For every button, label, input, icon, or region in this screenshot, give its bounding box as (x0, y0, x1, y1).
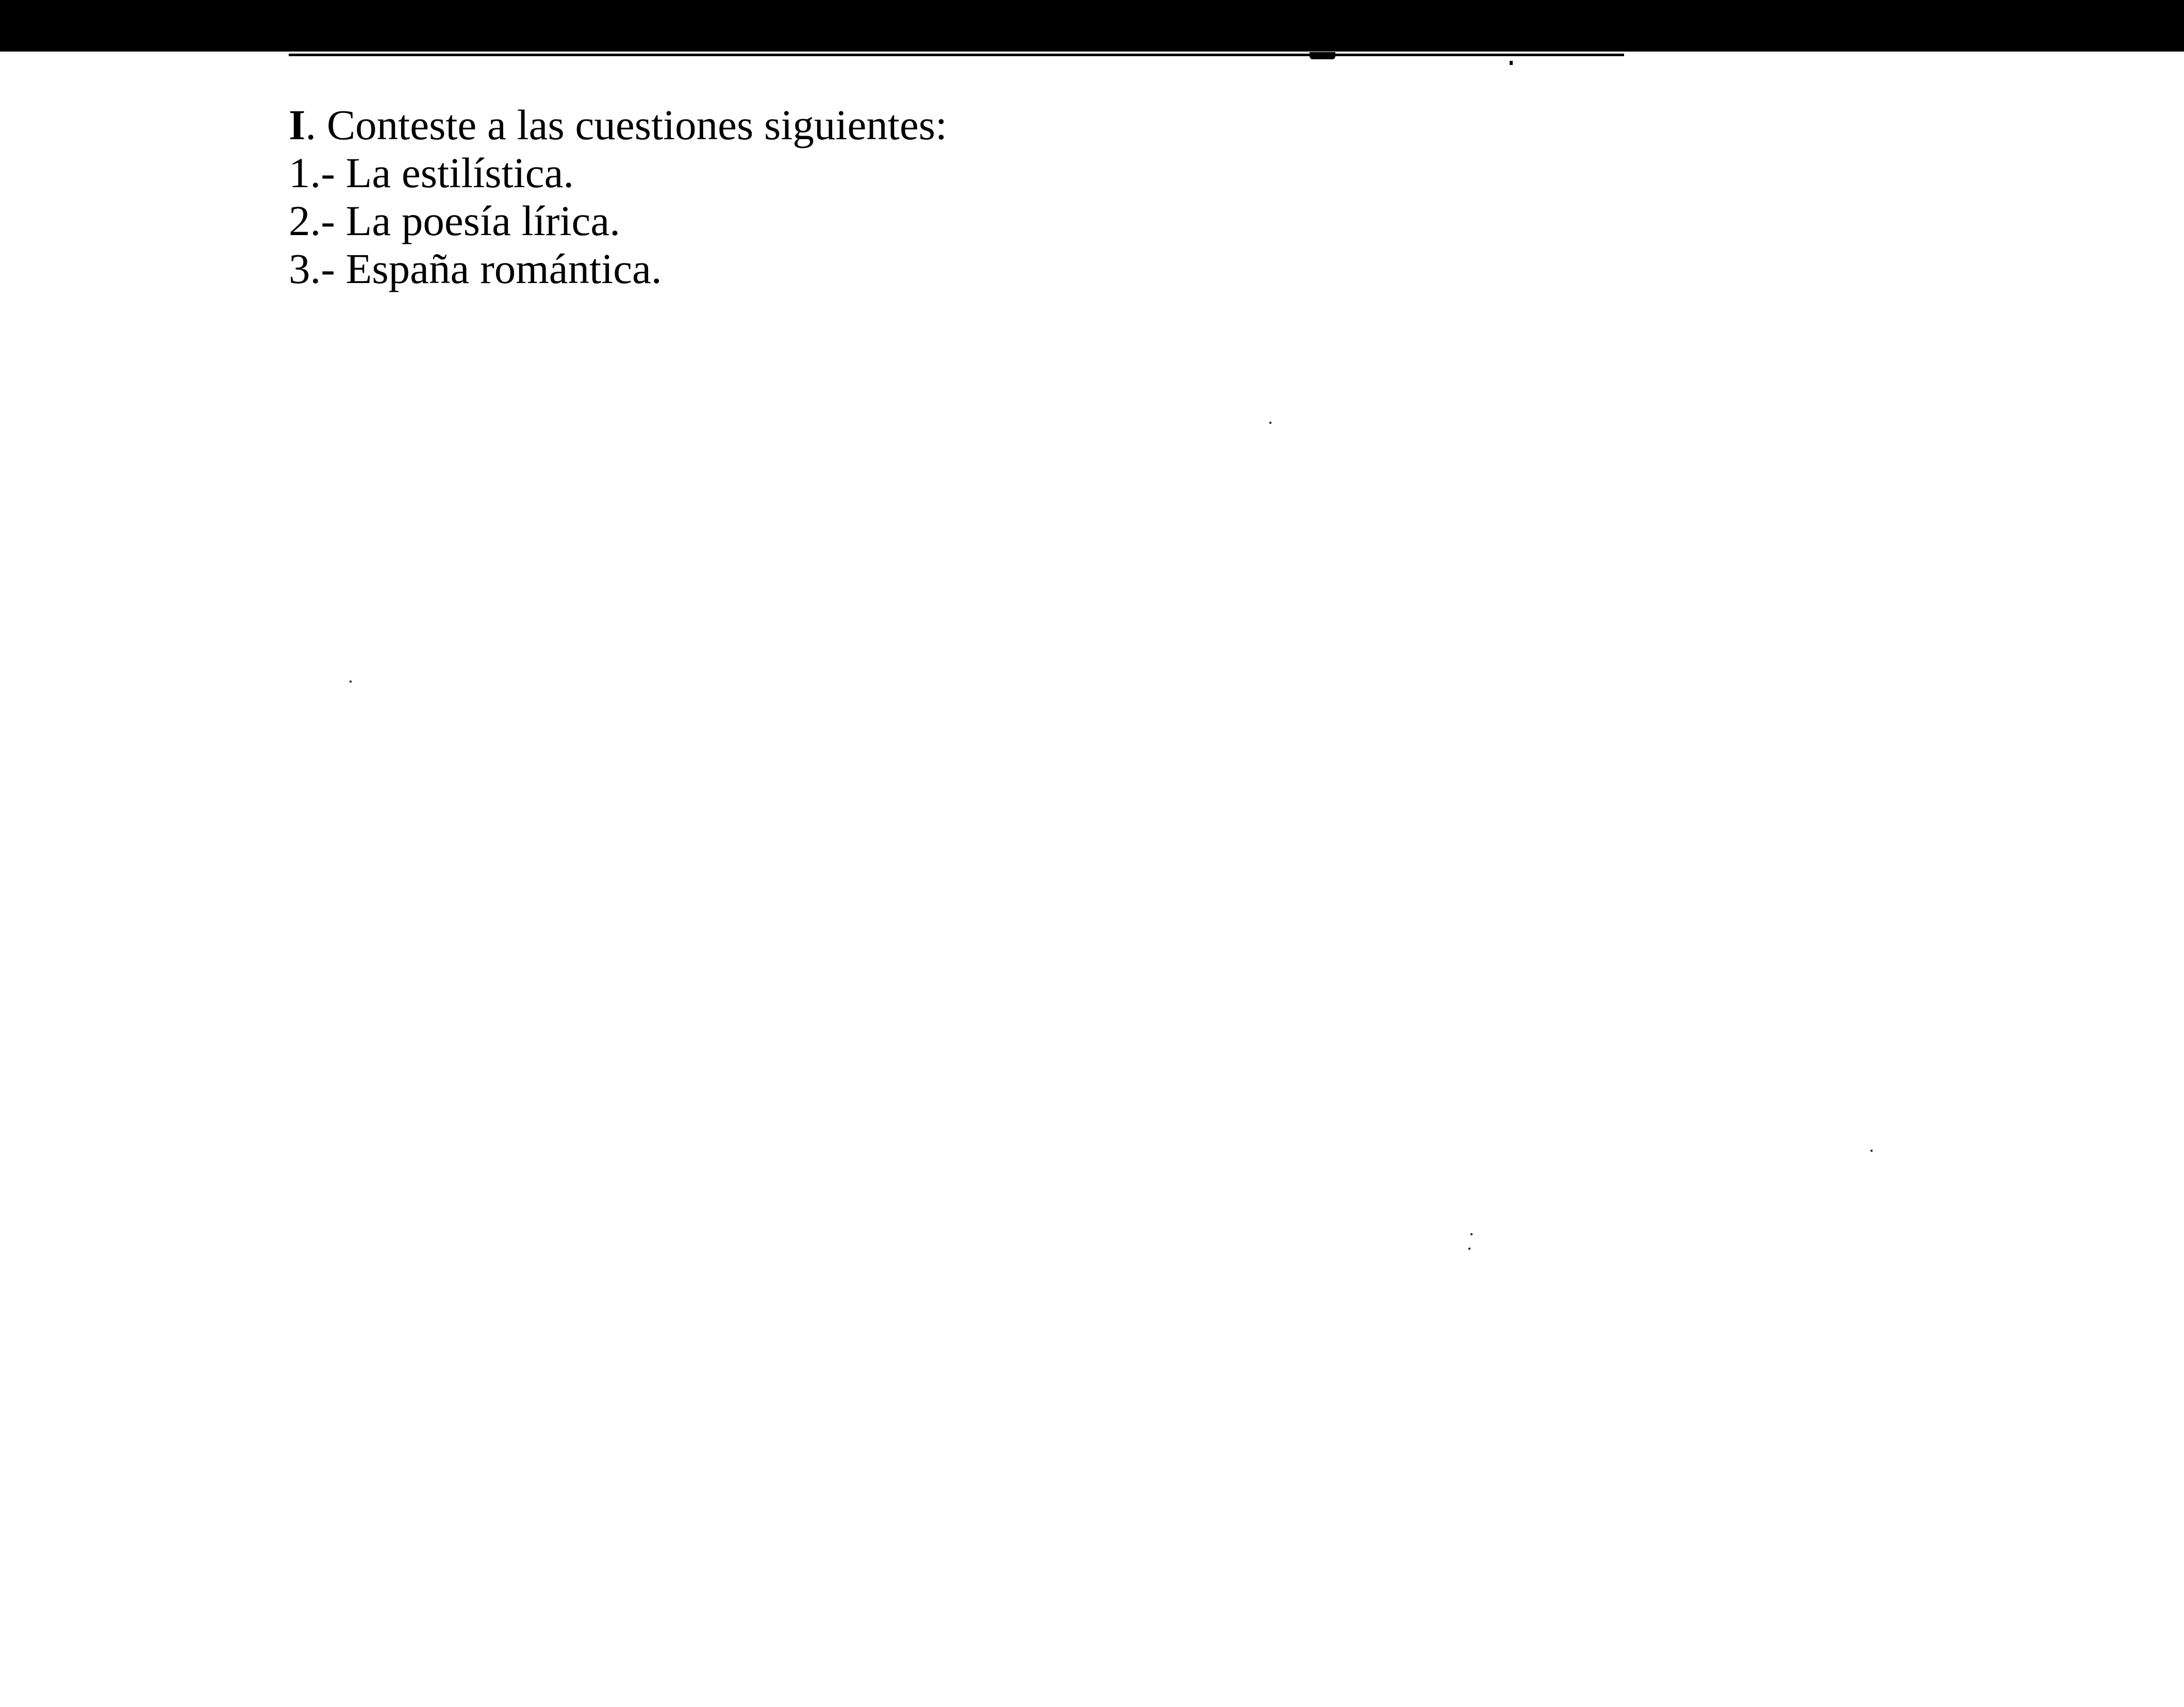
exam-questions (289, 101, 947, 293)
scan-speck (1468, 1248, 1470, 1250)
scan-top-border (0, 0, 2184, 52)
question-item: 2.- La poesía lírica. (289, 197, 620, 244)
section-numeral: I (289, 101, 306, 148)
question-item: 1.- La estilística. (289, 149, 574, 196)
section-instruction: . Conteste a las cuestiones siguientes: (305, 101, 948, 148)
section-heading (289, 101, 947, 149)
rule-ink-mark (1510, 61, 1513, 65)
scan-speck (1871, 1150, 1873, 1152)
header-rule (289, 54, 1624, 56)
scan-speck (1470, 1233, 1472, 1235)
scan-speck (350, 681, 352, 683)
rule-ink-mark (1310, 52, 1335, 59)
scan-speck (1269, 422, 1271, 424)
question-item: 3.- España romántica. (289, 245, 662, 292)
